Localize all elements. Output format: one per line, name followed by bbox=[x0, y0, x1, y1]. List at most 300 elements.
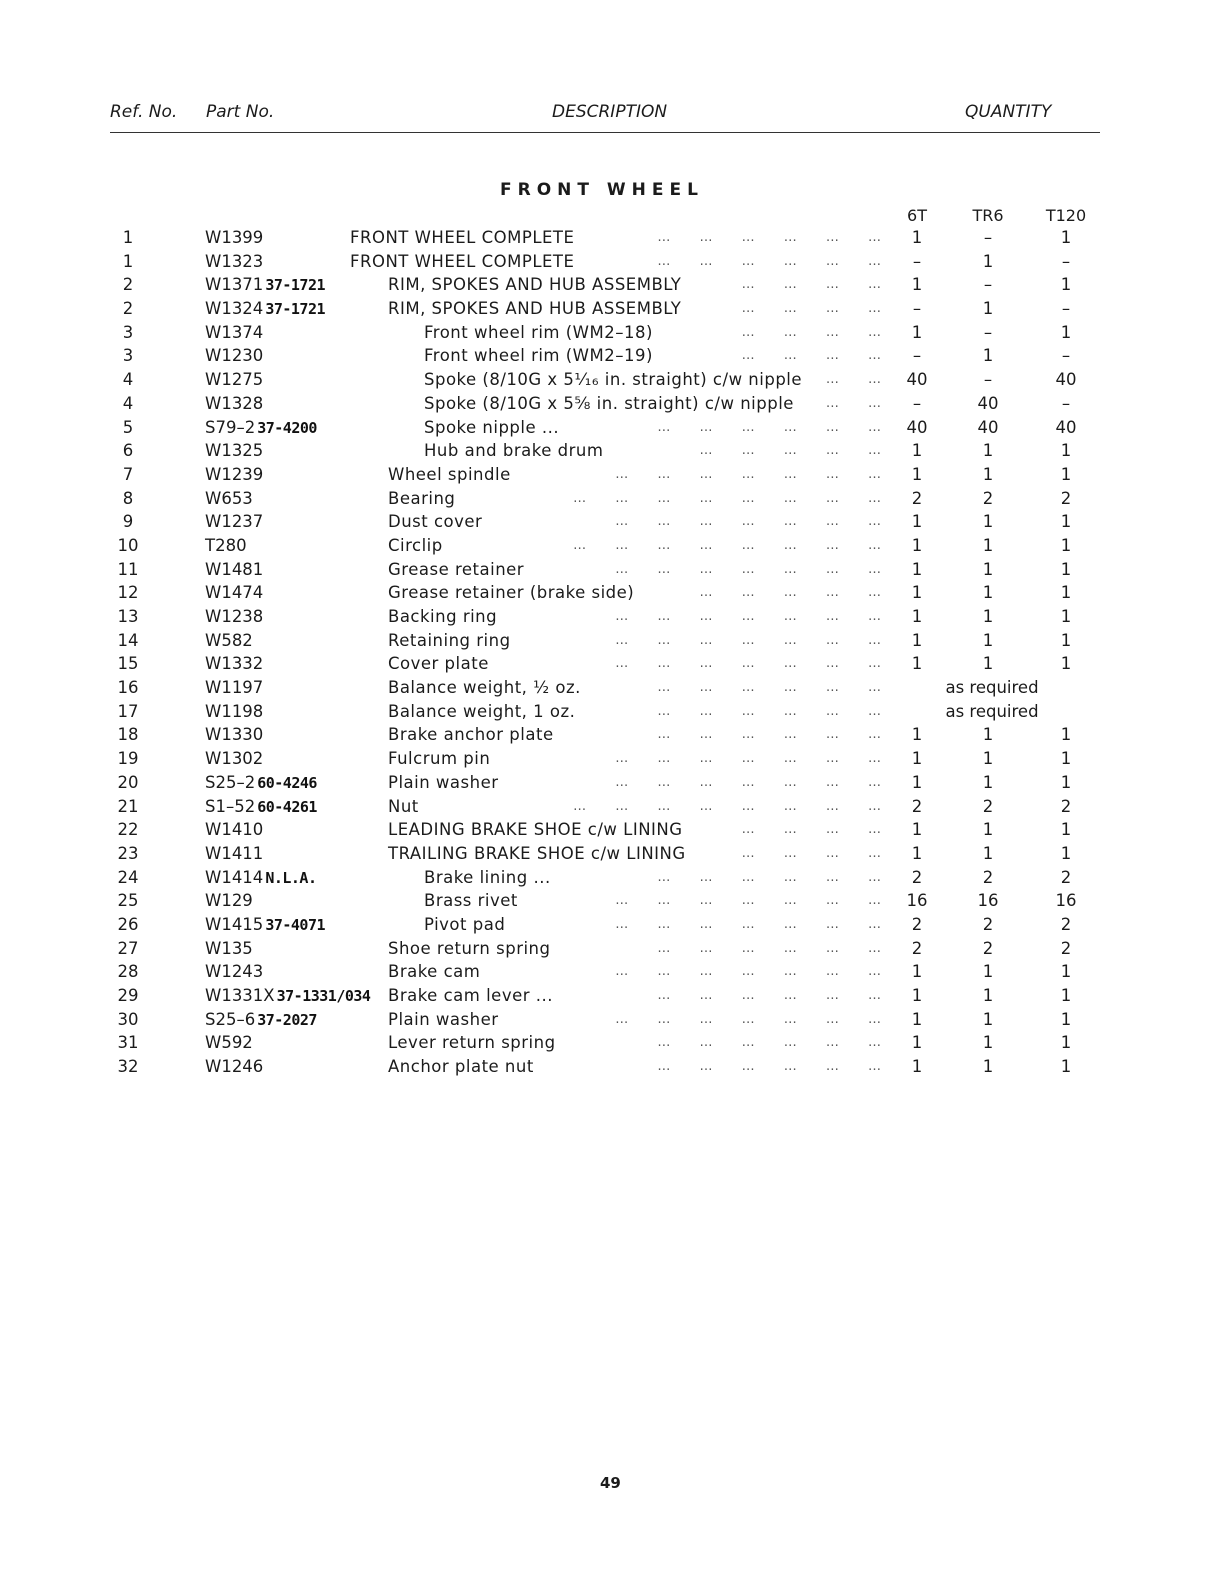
part-description: Dust cover bbox=[388, 512, 483, 532]
leader-dots: … … … … … … … bbox=[615, 964, 885, 980]
part-number-text: W1414 bbox=[205, 867, 264, 887]
ref-number: 7 bbox=[122, 464, 134, 484]
qty-6t: 2 bbox=[911, 796, 923, 816]
qty-t120: 1 bbox=[1060, 654, 1072, 674]
qty-tr6: – bbox=[983, 370, 993, 390]
ref-number: 23 bbox=[117, 843, 139, 863]
qty-6t: 1 bbox=[911, 464, 923, 484]
leader-dots: … … … … … … bbox=[657, 869, 885, 885]
table-row bbox=[0, 795, 1222, 819]
qty-t120: 1 bbox=[1060, 464, 1072, 484]
qty-6t: – bbox=[912, 299, 922, 319]
leader-dots: … … … … … … … bbox=[615, 561, 885, 577]
part-number bbox=[205, 510, 263, 534]
qty-t120: 1 bbox=[1060, 749, 1072, 769]
qty-6t: 1 bbox=[911, 1033, 923, 1053]
part-number bbox=[205, 723, 263, 747]
part-number bbox=[205, 960, 263, 984]
part-number-text: W1197 bbox=[205, 678, 264, 698]
qty-tr6: 2 bbox=[982, 914, 994, 934]
part-description: Grease retainer bbox=[388, 559, 525, 579]
part-number bbox=[205, 250, 263, 274]
qty-6t: 1 bbox=[911, 749, 923, 769]
part-number bbox=[205, 1031, 253, 1055]
part-number-text: W1411 bbox=[205, 843, 264, 863]
part-description: Brass rivet bbox=[424, 891, 518, 911]
qty-t120: 40 bbox=[1055, 417, 1077, 437]
ref-number: 31 bbox=[117, 1033, 139, 1053]
part-number-text: W1481 bbox=[205, 559, 264, 579]
leader-dots: … … bbox=[825, 395, 885, 411]
table-row bbox=[0, 700, 1222, 724]
qty-6t: 1 bbox=[911, 607, 923, 626]
leader-dots: … … … … … … bbox=[657, 727, 885, 743]
qty-6t: 2 bbox=[911, 914, 923, 934]
section-title: FRONT WHEEL bbox=[500, 180, 704, 200]
part-number bbox=[205, 795, 317, 820]
part-description: Nut bbox=[388, 796, 419, 816]
qty-6t: 40 bbox=[906, 417, 928, 437]
qty-6t: 2 bbox=[911, 867, 923, 887]
part-number bbox=[205, 984, 370, 1009]
qty-6t: 1 bbox=[911, 1009, 923, 1029]
qty-6t: 1 bbox=[911, 820, 923, 840]
qty-t120: 2 bbox=[1060, 867, 1072, 887]
qty-t120: – bbox=[1061, 393, 1071, 413]
qty-t120: – bbox=[1061, 251, 1071, 271]
table-row bbox=[0, 581, 1222, 605]
qty-t120: 2 bbox=[1060, 938, 1072, 958]
qty-t120: 1 bbox=[1060, 1057, 1072, 1077]
part-description: Pivot pad bbox=[424, 914, 506, 934]
part-number bbox=[205, 1055, 263, 1079]
part-number-text: W1474 bbox=[205, 583, 264, 603]
ref-number: 1 bbox=[122, 228, 134, 247]
table-row bbox=[0, 297, 1222, 321]
part-description: Balance weight, 1 oz. bbox=[388, 701, 576, 721]
qty-tr6: 1 bbox=[982, 1009, 994, 1029]
table-row bbox=[0, 273, 1222, 297]
ref-number: 17 bbox=[117, 701, 139, 721]
ref-number: 2 bbox=[122, 299, 134, 319]
leader-dots: … … … … … … … bbox=[615, 893, 885, 909]
part-number bbox=[205, 747, 263, 771]
part-description: Wheel spindle bbox=[388, 464, 511, 484]
part-description: Fulcrum pin bbox=[388, 749, 491, 769]
qty-tr6: 2 bbox=[982, 938, 994, 958]
part-description: Circlip bbox=[388, 535, 443, 555]
qty-t120: 1 bbox=[1060, 275, 1072, 295]
ref-number: 4 bbox=[122, 393, 134, 413]
part-number-text: T280 bbox=[205, 535, 247, 555]
qty-tr6: 1 bbox=[982, 251, 994, 271]
part-number bbox=[205, 558, 263, 582]
part-number bbox=[205, 771, 317, 796]
part-number-text: S25–6 bbox=[205, 1009, 256, 1029]
model-column-6t: 6T bbox=[907, 206, 927, 225]
part-number-text: W1374 bbox=[205, 322, 264, 342]
qty-tr6: 1 bbox=[982, 986, 994, 1005]
leader-dots: … … … … … … bbox=[657, 703, 885, 719]
qty-tr6: 1 bbox=[982, 346, 994, 366]
qty-tr6: 2 bbox=[982, 488, 994, 508]
part-number-text: S1–52 bbox=[205, 796, 256, 816]
part-description: LEADING BRAKE SHOE c/w LINING bbox=[388, 820, 683, 840]
qty-6t: 1 bbox=[911, 228, 923, 247]
part-number-text: W592 bbox=[205, 1033, 253, 1053]
part-description: Backing ring bbox=[388, 607, 498, 626]
table-row bbox=[0, 605, 1222, 629]
ref-number: 9 bbox=[122, 512, 134, 532]
part-number-text: W1399 bbox=[205, 228, 264, 247]
part-number-text: W1230 bbox=[205, 346, 264, 366]
ref-number: 22 bbox=[117, 820, 139, 840]
part-number-text: W582 bbox=[205, 630, 253, 650]
qty-6t: 2 bbox=[911, 488, 923, 508]
qty-tr6: 1 bbox=[982, 820, 994, 840]
part-number bbox=[205, 700, 263, 724]
qty-6t: 1 bbox=[911, 512, 923, 532]
qty-t120: 1 bbox=[1060, 986, 1072, 1005]
qty-t120: 2 bbox=[1060, 488, 1072, 508]
ref-number: 13 bbox=[117, 607, 139, 626]
qty-t120: 1 bbox=[1060, 228, 1072, 247]
qty-6t: 40 bbox=[906, 370, 928, 390]
table-row bbox=[0, 984, 1222, 1008]
part-number bbox=[205, 392, 263, 416]
table-row bbox=[0, 747, 1222, 771]
qty-6t: – bbox=[912, 346, 922, 366]
table-row bbox=[0, 771, 1222, 795]
part-number bbox=[205, 344, 263, 368]
part-number bbox=[205, 818, 263, 842]
table-row bbox=[0, 439, 1222, 463]
part-description: Brake anchor plate bbox=[388, 725, 554, 745]
handwritten-annotation: 60-4261 bbox=[257, 797, 317, 816]
qty-t120: 1 bbox=[1060, 535, 1072, 555]
table-row bbox=[0, 558, 1222, 582]
part-description: Cover plate bbox=[388, 654, 489, 674]
table-row bbox=[0, 818, 1222, 842]
leader-dots: … … … … … … bbox=[657, 419, 885, 435]
part-number-text: W135 bbox=[205, 938, 253, 958]
table-row bbox=[0, 416, 1222, 440]
ref-number: 29 bbox=[117, 986, 139, 1005]
part-number-text: W1410 bbox=[205, 820, 264, 840]
leader-dots: … … … … bbox=[741, 324, 885, 340]
part-description: Brake cam bbox=[388, 962, 481, 982]
leader-dots: … … … … … … … bbox=[615, 609, 885, 624]
leader-dots: … … … … … … … bbox=[615, 466, 885, 482]
qty-tr6: 2 bbox=[982, 796, 994, 816]
part-number bbox=[205, 487, 253, 511]
leader-dots: … … … … … … … … bbox=[573, 798, 885, 814]
qty-6t: 1 bbox=[911, 962, 923, 982]
qty-6t: 1 bbox=[911, 535, 923, 555]
qty-t120: 2 bbox=[1060, 914, 1072, 934]
qty-tr6: 1 bbox=[982, 725, 994, 745]
leader-dots: … … … … … … bbox=[657, 940, 885, 956]
part-number bbox=[205, 889, 253, 913]
table-row bbox=[0, 866, 1222, 890]
quantity-note: as required bbox=[945, 678, 1039, 698]
part-number-text: S79–2 bbox=[205, 417, 256, 437]
table-row bbox=[0, 889, 1222, 913]
part-number bbox=[205, 937, 253, 961]
leader-dots: … … … … bbox=[741, 348, 885, 364]
ref-number: 20 bbox=[117, 772, 139, 792]
handwritten-annotation: 60-4246 bbox=[257, 773, 317, 792]
part-number bbox=[205, 297, 325, 322]
part-number bbox=[205, 439, 263, 463]
part-number-text: W1324 bbox=[205, 299, 264, 319]
part-number bbox=[205, 463, 263, 487]
table-row bbox=[0, 913, 1222, 937]
part-description: Lever return spring bbox=[388, 1033, 556, 1053]
leader-dots: … … … … … … bbox=[657, 680, 885, 696]
qty-t120: – bbox=[1061, 299, 1071, 319]
qty-t120: 40 bbox=[1055, 370, 1077, 390]
handwritten-annotation: 37-4071 bbox=[265, 915, 326, 934]
leader-dots: … … … … … … bbox=[657, 1035, 885, 1051]
qty-t120: 1 bbox=[1060, 772, 1072, 792]
header-description: DESCRIPTION bbox=[552, 102, 668, 122]
ref-number: 2 bbox=[122, 275, 134, 295]
ref-number: 6 bbox=[122, 441, 134, 461]
header-part-no: Part No. bbox=[206, 102, 275, 122]
qty-tr6: 1 bbox=[982, 630, 994, 650]
ref-number: 32 bbox=[117, 1057, 139, 1077]
quantity-note: as required bbox=[945, 701, 1039, 721]
part-description: Plain washer bbox=[388, 1009, 499, 1029]
part-description: Grease retainer (brake side) bbox=[388, 583, 635, 603]
ref-number: 26 bbox=[117, 914, 139, 934]
ref-number: 12 bbox=[117, 583, 139, 603]
leader-dots: … … … … … … … bbox=[615, 514, 885, 530]
part-number-text: W1415 bbox=[205, 914, 264, 934]
qty-t120: 1 bbox=[1060, 820, 1072, 840]
table-row bbox=[0, 392, 1222, 416]
handwritten-annotation: 37-1721 bbox=[265, 276, 326, 295]
ref-number: 28 bbox=[117, 962, 139, 982]
qty-tr6: 40 bbox=[977, 417, 999, 437]
ref-number: 11 bbox=[117, 559, 139, 579]
ref-number: 5 bbox=[122, 417, 134, 437]
qty-tr6: 1 bbox=[982, 299, 994, 319]
part-description: Bearing bbox=[388, 488, 456, 508]
qty-tr6: 1 bbox=[982, 772, 994, 792]
qty-tr6: 1 bbox=[982, 441, 994, 461]
part-number bbox=[205, 226, 263, 250]
part-description: FRONT WHEEL COMPLETE bbox=[350, 228, 575, 247]
qty-tr6: 16 bbox=[977, 891, 999, 911]
qty-t120: 1 bbox=[1060, 843, 1072, 863]
header-ref-no: Ref. No. bbox=[110, 102, 178, 122]
handwritten-annotation: 37-2027 bbox=[257, 1010, 317, 1029]
qty-6t: 1 bbox=[911, 583, 923, 603]
table-row bbox=[0, 510, 1222, 534]
handwritten-annotation: 37-1331/034 bbox=[276, 987, 371, 1005]
page-number: 49 bbox=[600, 1474, 621, 1492]
leader-dots: … … … … bbox=[741, 845, 885, 861]
ref-number: 21 bbox=[117, 796, 139, 816]
column-header-bar bbox=[110, 100, 1100, 133]
table-row bbox=[0, 368, 1222, 392]
ref-number: 4 bbox=[122, 370, 134, 390]
table-row bbox=[0, 842, 1222, 866]
table-row bbox=[0, 534, 1222, 558]
table-row bbox=[0, 937, 1222, 961]
qty-t120: 1 bbox=[1060, 1033, 1072, 1053]
table-row bbox=[0, 463, 1222, 487]
parts-table bbox=[0, 226, 1222, 1079]
qty-t120: 2 bbox=[1060, 796, 1072, 816]
qty-6t: 1 bbox=[911, 275, 923, 295]
ref-number: 1 bbox=[122, 251, 134, 271]
qty-6t: 2 bbox=[911, 938, 923, 958]
part-number-text: W1330 bbox=[205, 725, 264, 745]
ref-number: 25 bbox=[117, 891, 139, 911]
part-number bbox=[205, 866, 317, 891]
leader-dots: … … … … … … bbox=[657, 253, 885, 269]
qty-6t: – bbox=[912, 393, 922, 413]
part-description: Shoe return spring bbox=[388, 938, 551, 958]
ref-number: 3 bbox=[122, 346, 134, 366]
part-number-text: W1332 bbox=[205, 654, 264, 674]
table-row bbox=[0, 1055, 1222, 1079]
qty-t120: 16 bbox=[1055, 891, 1077, 911]
leader-dots: … … … … … bbox=[699, 443, 885, 459]
ref-number: 10 bbox=[117, 535, 139, 555]
part-description: RIM, SPOKES AND HUB ASSEMBLY bbox=[388, 275, 682, 295]
part-description: Front wheel rim (WM2–19) bbox=[424, 346, 653, 366]
qty-tr6: – bbox=[983, 228, 993, 247]
handwritten-annotation: 37-4200 bbox=[257, 418, 317, 437]
part-number bbox=[205, 368, 263, 392]
ref-number: 24 bbox=[117, 867, 139, 887]
leader-dots: … … … … … … … bbox=[615, 632, 885, 648]
part-number-text: W1323 bbox=[205, 251, 264, 271]
part-description: Anchor plate nut bbox=[388, 1057, 534, 1077]
qty-6t: 1 bbox=[911, 772, 923, 792]
ref-number: 3 bbox=[122, 322, 134, 342]
leader-dots: … … … … … … … bbox=[615, 751, 885, 767]
part-number-text: W1371 bbox=[205, 275, 264, 295]
table-row bbox=[0, 723, 1222, 747]
qty-tr6: 1 bbox=[982, 962, 994, 982]
qty-tr6: 40 bbox=[977, 393, 999, 413]
leader-dots: … … … … … … bbox=[657, 230, 885, 245]
part-description: Brake cam lever ... bbox=[388, 986, 553, 1005]
table-row bbox=[0, 226, 1222, 250]
part-number-text: W1325 bbox=[205, 441, 264, 461]
part-number bbox=[205, 676, 263, 700]
leader-dots: … … … … … … … bbox=[615, 774, 885, 790]
part-description: Hub and brake drum bbox=[424, 441, 604, 461]
qty-t120: 1 bbox=[1060, 559, 1072, 579]
part-number bbox=[205, 842, 263, 866]
qty-tr6: 1 bbox=[982, 654, 994, 674]
qty-6t: 1 bbox=[911, 1057, 923, 1077]
part-number bbox=[205, 581, 263, 605]
qty-6t: – bbox=[912, 251, 922, 271]
table-row bbox=[0, 344, 1222, 368]
part-description: Brake lining ... bbox=[424, 867, 551, 887]
qty-t120: 1 bbox=[1060, 725, 1072, 745]
qty-tr6: 2 bbox=[982, 867, 994, 887]
table-row bbox=[0, 652, 1222, 676]
ref-number: 8 bbox=[122, 488, 134, 508]
leader-dots: … … bbox=[825, 372, 885, 388]
part-description: Spoke (8/10G x 5¹⁄₁₆ in. straight) c/w nipple bbox=[424, 370, 803, 390]
qty-tr6: 1 bbox=[982, 607, 994, 626]
qty-t120: 1 bbox=[1060, 607, 1072, 626]
leader-dots: … … … … bbox=[741, 822, 885, 838]
part-number bbox=[205, 273, 325, 298]
table-row bbox=[0, 1008, 1222, 1032]
ref-number: 16 bbox=[117, 678, 139, 698]
part-number-text: W653 bbox=[205, 488, 253, 508]
part-number bbox=[205, 913, 325, 938]
part-number-text: W1243 bbox=[205, 962, 264, 982]
part-number-text: W129 bbox=[205, 891, 253, 911]
leader-dots: … … … … bbox=[741, 301, 885, 317]
table-row bbox=[0, 250, 1222, 274]
qty-t120: 1 bbox=[1060, 1009, 1072, 1029]
qty-tr6: 1 bbox=[982, 559, 994, 579]
table-row bbox=[0, 676, 1222, 700]
qty-t120: 1 bbox=[1060, 962, 1072, 982]
part-number-text: W1331X bbox=[205, 986, 275, 1005]
leader-dots: … … … … … … … bbox=[615, 656, 885, 672]
qty-tr6: 1 bbox=[982, 749, 994, 769]
part-number-text: S25–2 bbox=[205, 772, 256, 792]
handwritten-annotation: 37-1721 bbox=[265, 300, 326, 319]
leader-dots: … … … … bbox=[741, 277, 885, 293]
qty-t120: 1 bbox=[1060, 583, 1072, 603]
qty-t120: 1 bbox=[1060, 441, 1072, 461]
qty-tr6: – bbox=[983, 322, 993, 342]
qty-tr6: 1 bbox=[982, 1057, 994, 1077]
part-description: Plain washer bbox=[388, 772, 499, 792]
ref-number: 18 bbox=[117, 725, 139, 745]
qty-6t: 1 bbox=[911, 843, 923, 863]
model-column-tr6: TR6 bbox=[972, 206, 1004, 225]
table-row bbox=[0, 629, 1222, 653]
part-number bbox=[205, 534, 247, 558]
model-column-t120: T120 bbox=[1045, 206, 1087, 225]
table-row bbox=[0, 960, 1222, 984]
qty-6t: 1 bbox=[911, 559, 923, 579]
part-number-text: W1238 bbox=[205, 607, 264, 626]
leader-dots: … … … … … … bbox=[657, 988, 885, 1003]
leader-dots: … … … … … bbox=[699, 585, 885, 601]
table-row bbox=[0, 487, 1222, 511]
qty-tr6: 1 bbox=[982, 583, 994, 603]
part-number-text: W1239 bbox=[205, 464, 264, 484]
table-row bbox=[0, 321, 1222, 345]
leader-dots: … … … … … … … … bbox=[573, 490, 885, 506]
qty-tr6: 1 bbox=[982, 535, 994, 555]
qty-6t: 1 bbox=[911, 986, 923, 1005]
handwritten-annotation: N.L.A. bbox=[265, 868, 317, 887]
part-number-text: W1275 bbox=[205, 370, 264, 390]
part-number-text: W1246 bbox=[205, 1057, 264, 1077]
qty-t120: – bbox=[1061, 346, 1071, 366]
part-description: Spoke nipple ... bbox=[424, 417, 560, 437]
ref-number: 19 bbox=[117, 749, 139, 769]
qty-tr6: 1 bbox=[982, 843, 994, 863]
